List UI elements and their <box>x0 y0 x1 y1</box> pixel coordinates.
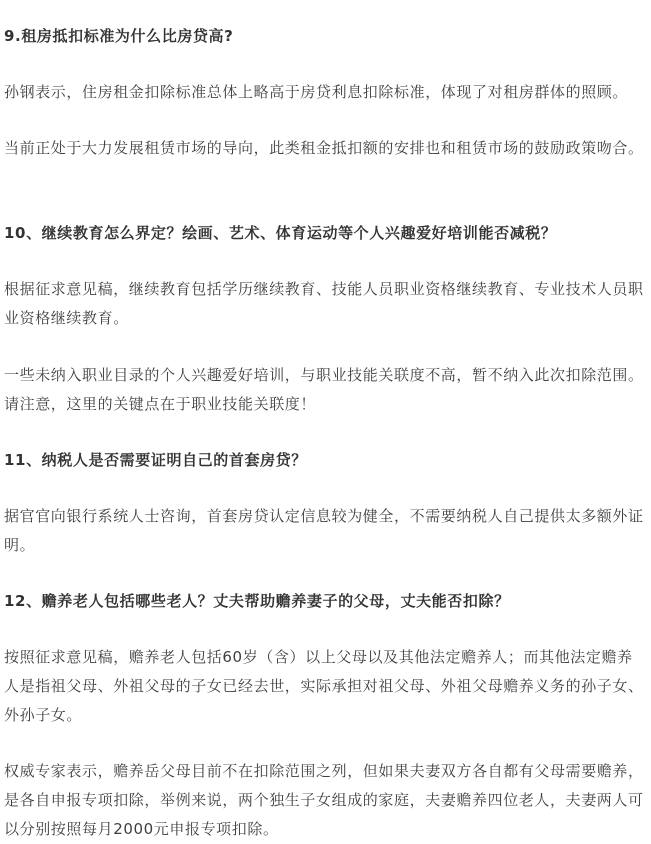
question-9-paragraph-1: 孙钢表示，住房租金扣除标准总体上略高于房贷利息扣除标准，体现了对租房群体的照顾。 <box>4 83 629 101</box>
question-12-heading: 12、赡养老人包括哪些老人？丈夫帮助赡养妻子的父母，丈夫能否扣除？ <box>4 592 510 610</box>
question-10-paragraph-2: 一些未纳入职业目录的个人兴趣爱好培训，与职业技能关联度不高，暂不纳入此次扣除范围。请注意，这里的关键点在于职业技能关联度！ <box>4 366 644 413</box>
question-9-paragraph-2: 当前正处于大力发展租赁市场的导向，此类租金抵扣额的安排也和租赁市场的鼓励政策吻合。 <box>4 139 644 157</box>
question-12-paragraph-2: 权威专家表示，赡养岳父母目前不在扣除范围之列，但如果夫妻双方各自都有父母需要赡养，是各自申报专项扣除，举例来说，两个独生子女组成的家庭，夫妻赡养四位老人，夫妻两人可以分别按照每月2000元申报专项扣除。 <box>4 762 644 838</box>
question-10-heading: 10、继续教育怎么界定？绘画、艺术、体育运动等个人兴趣爱好培训能否减税？ <box>4 224 557 242</box>
question-12-paragraph-1: 按照征求意见稿，赡养老人包括60岁（含）以上父母以及其他法定赡养人；而其他法定赡养人是指祖父母、外祖父母的子女已经去世，实际承担对祖父母、外祖父母赡养义务的孙子女、外孙子女。 <box>4 648 644 724</box>
question-9-heading: 9.租房抵扣标准为什么比房贷高? <box>4 27 234 45</box>
question-11-heading: 11、纳税人是否需要证明自己的首套房贷？ <box>4 451 307 469</box>
question-10-paragraph-1: 根据征求意见稿，继续教育包括学历继续教育、技能人员职业资格继续教育、专业技术人员职业资格继续教育。 <box>4 280 644 327</box>
question-11-paragraph-1: 据官官向银行系统人士咨询，首套房贷认定信息较为健全，不需要纳税人自己提供太多额外证明。 <box>4 507 644 554</box>
